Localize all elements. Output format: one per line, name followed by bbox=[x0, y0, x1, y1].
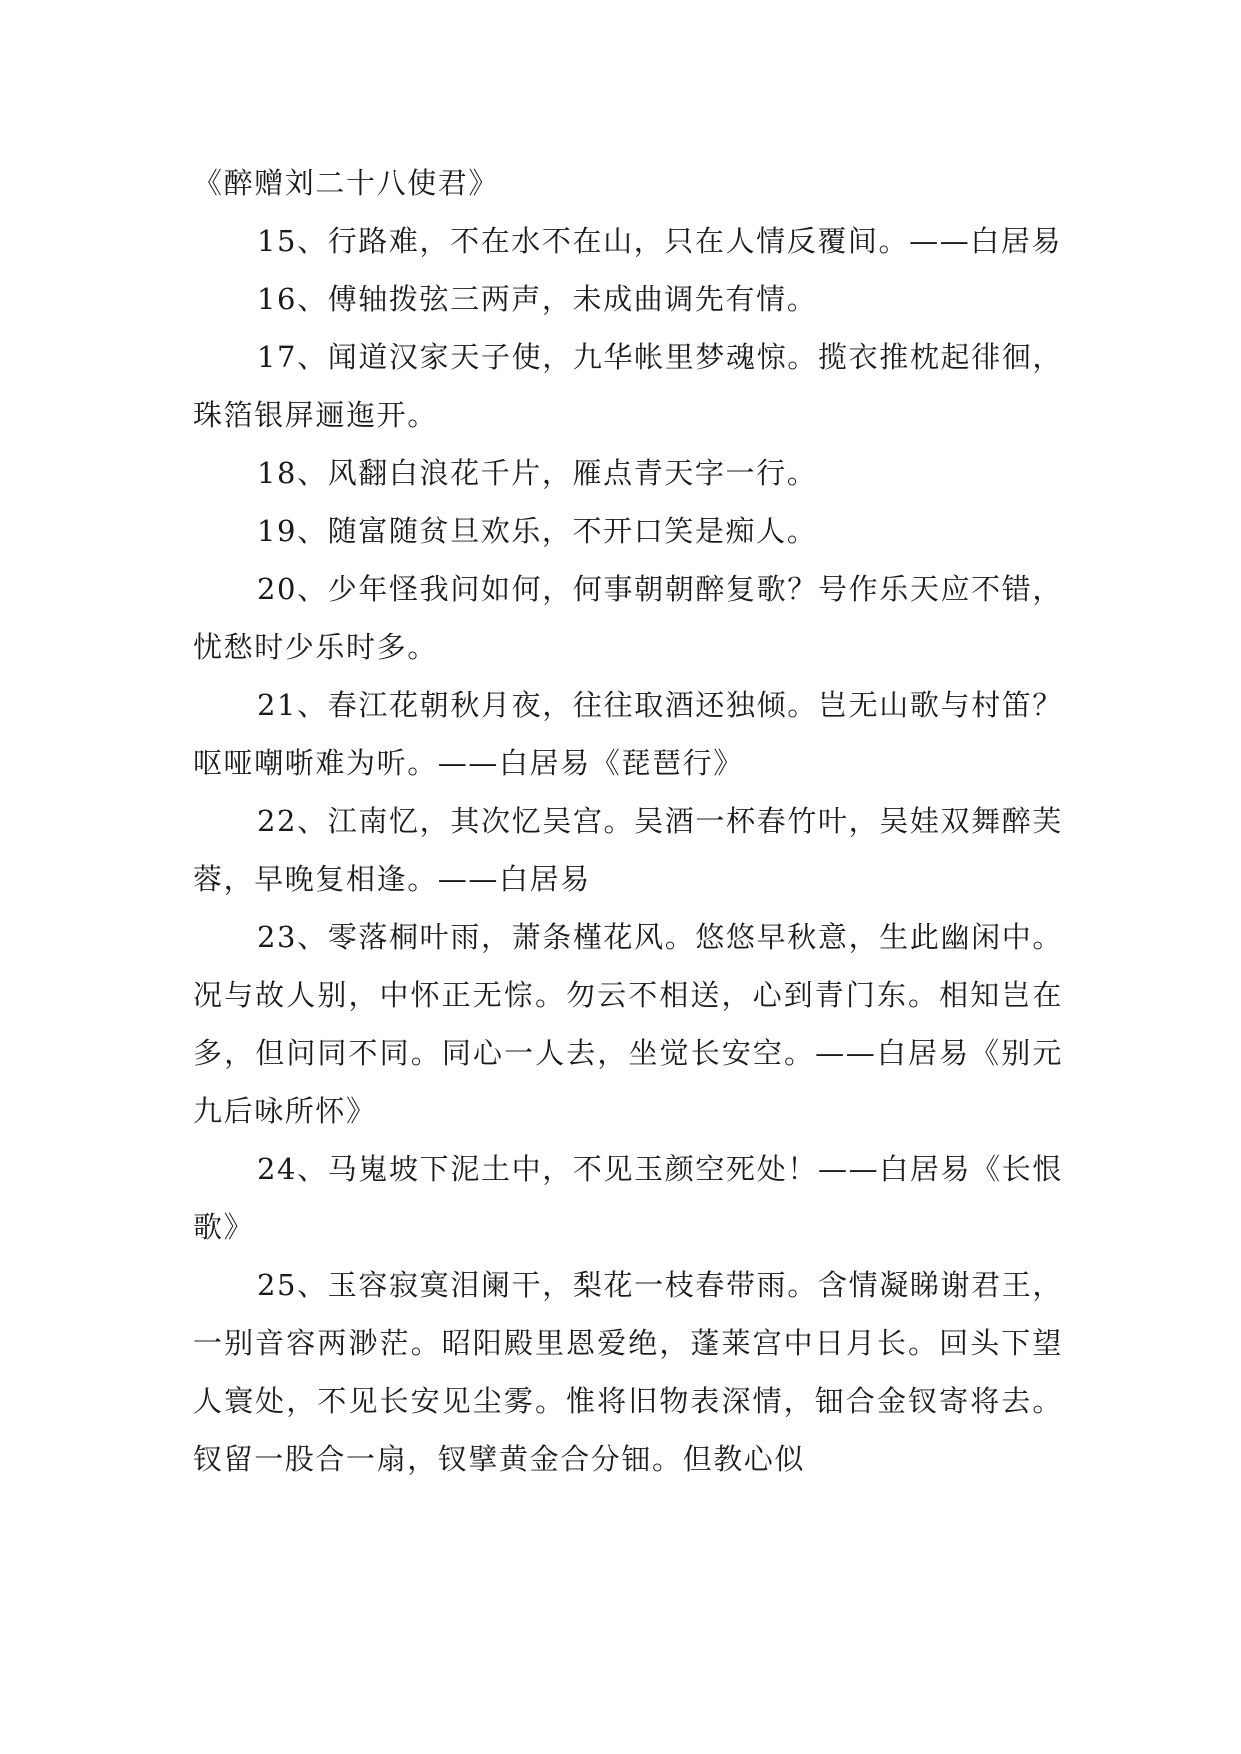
paragraph-19: 19、随富随贫旦欢乐，不开口笑是痴人。 bbox=[257, 514, 818, 548]
paragraph-24: 24、马嵬坡下泥土中，不见玉颜空死处！——白居易《长恨歌》 bbox=[193, 1152, 1063, 1244]
paragraph-22: 22、江南忆，其次忆吴宫。吴酒一杯春竹叶，吴娃双舞醉芙蓉，早晚复相逢。——白居易 bbox=[193, 804, 1063, 896]
paragraph-title-fragment: 《醉赠刘二十八使君》 bbox=[193, 166, 500, 200]
paragraph-21: 21、春江花朝秋月夜，往往取酒还独倾。岂无山歌与村笛？呕哑嘲哳难为听。——白居易《琵琶行》 bbox=[193, 688, 1063, 780]
poem-text-block bbox=[193, 154, 1063, 1488]
paragraph-17: 17、闻道汉家天子使，九华帐里梦魂惊。揽衣推枕起徘徊，珠箔银屏逦迤开。 bbox=[193, 340, 1063, 432]
paragraph-18: 18、风翻白浪花千片，雁点青天字一行。 bbox=[257, 456, 818, 490]
paragraph-20: 20、少年怪我问如何，何事朝朝醉复歌？号作乐天应不错，忧愁时少乐时多。 bbox=[193, 572, 1063, 664]
paragraph-15: 15、行路难，不在水不在山，只在人情反覆间。——白居易 bbox=[257, 224, 1063, 258]
paragraph-25: 25、玉容寂寞泪阑干，梨花一枝春带雨。含情凝睇谢君王，一别音容两渺茫。昭阳殿里恩爱绝，蓬莱宫中日月长。回头下望人寰处，不见长安见尘雾。惟将旧物表深情，钿合金钗寄将去。钗留一股合一扇，钗擘黄金合分钿。但教心似 bbox=[193, 1268, 1063, 1476]
paragraph-16: 16、傅轴拨弦三两声，未成曲调先有情。 bbox=[257, 282, 818, 316]
paragraph-23: 23、零落桐叶雨，萧条槿花风。悠悠早秋意，生此幽闲中。况与故人别，中怀正无悰。勿云不相送，心到青门东。相知岂在多，但问同不同。同心一人去，坐觉长安空。——白居易《别元九后咏所怀》 bbox=[193, 920, 1063, 1128]
